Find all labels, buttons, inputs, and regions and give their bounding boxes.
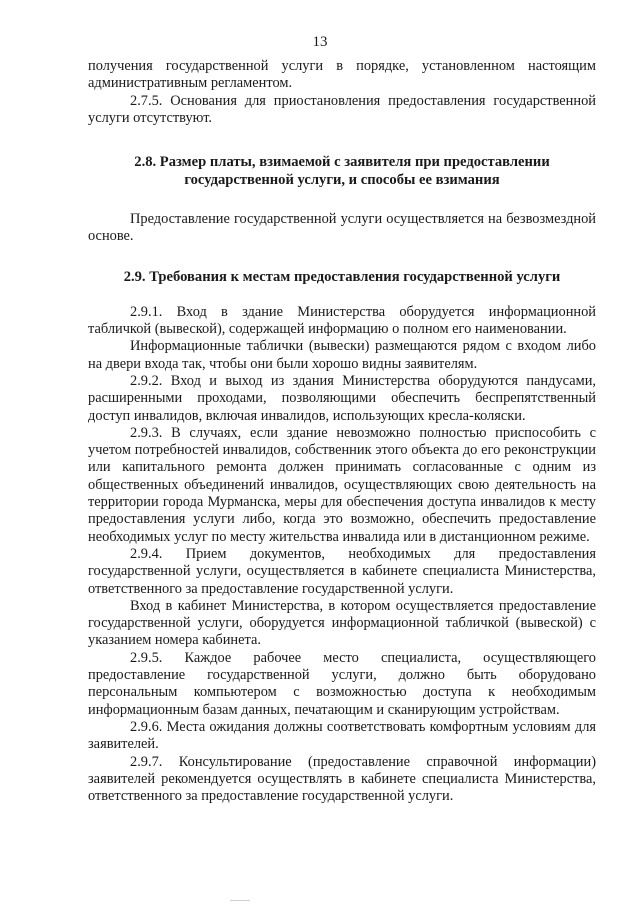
paragraph-2-9-4: 2.9.4. Прием документов, необходимых для предоставления государственной услуги, осуществляется в кабинете специалиста Министерства, ответственного за предоставление государственной услуги. — [88, 545, 596, 597]
paragraph-info-tables: Информационные таблички (вывески) размещаются рядом с входом либо на двери входа так, чтобы они были хорошо видны заявителям. — [88, 338, 596, 372]
paragraph-2-9-2: 2.9.2. Вход и выход из здания Министерства оборудуются пандусами, расширенными проходами, позволяющими обеспечить беспрепятственный доступ инвалидов, включая инвалидов, использующих кресла-коляски. — [88, 372, 596, 424]
paragraph-2-7-5: 2.7.5. Основания для приостановления предоставления государственной услуги отсутствуют. — [88, 92, 596, 126]
heading-2-8-line-2: государственной услуги, и способы ее взимания — [184, 172, 500, 189]
paragraph-2-9-3: 2.9.3. В случаях, если здание невозможно полностью приспособить с учетом потребностей инвалидов, собственник этого объекта до его реконструкции или капитального ремонта должен принимать согласованные с одним из общественных объединений инвалидов, осуществляющих свою деятельность на территории города Мурманска, меры для обеспечения доступа инвалидов к месту предоставления услуги либо, когда это возможно, обеспечить предоставление необходимых услуг по месту жительства инвалида или в дистанционном режиме. — [88, 424, 596, 545]
paragraph-entrance: Вход в кабинет Министерства, в котором осуществляется предоставление государственной услуги, оборудуется информационной табличкой (вывеской) с указанием номера кабинета. — [88, 597, 596, 649]
page-number: 13 — [312, 34, 328, 50]
heading-2-9: 2.9. Требования к местам предоставления государственной услуги — [123, 268, 561, 285]
heading-2-8 — [88, 153, 596, 189]
paragraph-2-9-5: 2.9.5. Каждое рабочее место специалиста, осуществляющего предоставление государственной услуги, должно быть оборудовано персональным компьютером с возможностью доступа к необходимым информационным базам данных, печатающим и сканирующим устройствам. — [88, 649, 596, 718]
paragraph-2-9-7: 2.9.7. Консультирование (предоставление справочной информации) заявителей рекомендуется осуществлять в кабинете специалиста Министерства, ответственного за предоставление государственной услуги. — [88, 753, 596, 805]
paragraph-2-8: Предоставление государственной услуги осуществляется на безвозмездной основе. — [88, 211, 596, 245]
paragraph-2-9-6: 2.9.6. Места ожидания должны соответствовать комфортным условиям для заявителей. — [88, 718, 596, 753]
scan-artifact — [230, 900, 250, 901]
heading-2-8-line-1: 2.8. Размер платы, взимаемой с заявителя при предоставлении — [134, 154, 550, 171]
paragraph-continuation: получения государственной услуги в порядке, установленном настоящим административным регламентом. — [88, 58, 596, 92]
page-content — [88, 58, 596, 805]
paragraph-2-9-1: 2.9.1. Вход в здание Министерства оборудуется информационной табличкой (вывеской), содержащей информацию о полном его наименовании. — [88, 303, 596, 338]
